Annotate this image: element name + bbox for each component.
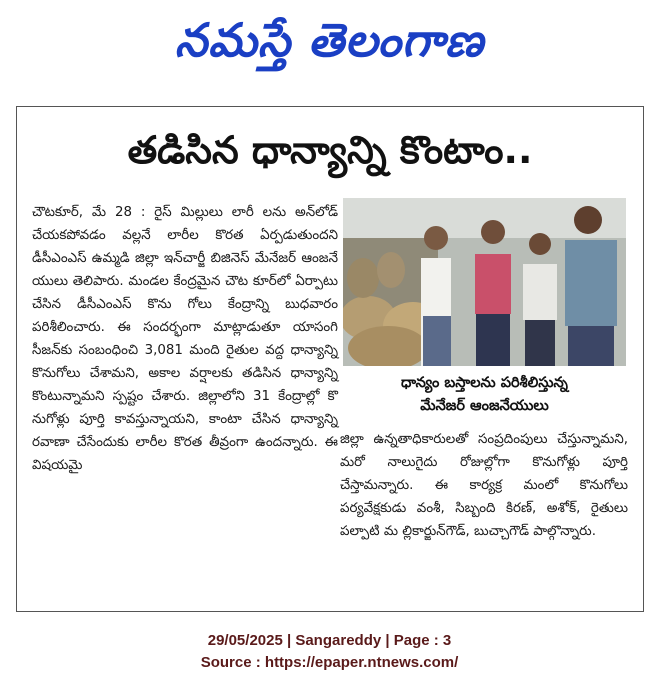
footer: [0, 630, 659, 674]
photo-caption: [343, 372, 626, 418]
article-paragraph: జిల్లా ఉన్నతాధికారులతో సంప్రదింపులు చేస్తున్నామని, మరో నాలుగైదు రోజుల్లోగా కొనుగోళ్లు పూర్తి చేస్తామన్నారు. ఈ కార్యక్ర మంలో కొనుగోలు పర్యవేక్షకుడు వంశీ, సిబ్బంది కిరణ్, అశోక్, రైతులు పల్పాటి మ ల్లికార్జున్‌గౌడ్, బుచ్చాగౌడ్ పాల్గొన్నారు.: [340, 432, 628, 539]
article-headline: తడిసిన ధాన్యాన్ని కొంటాం..: [127, 128, 533, 172]
article-paragraph: చౌటకూర్, మే 28 : రైస్ మిల్లులు లారీ లను అన్‌లోడ్ చేయకపోవడం వల్లనే లారీల కొరత ఏర్పడుతుందని డీసీఎంఎస్ ఉమ్మడి జిల్లా ఇన్‌చార్జీ బిజినెస్ మేనేజర్ ఆంజనే యులు తెలిపారు. మండల కేంద్రమైన చౌట కూర్‌లో ఏర్పాటు చేసిన డీసీఎంఎస్ కొను గోలు కేంద్రాన్ని బుధవారం పరిశీలించారు. ఈ సందర్భంగా మాట్లాడుతూ యాసంగి సీజన్‌కు సంబంధించి 3,081 మంది రైతుల వద్ద ధాన్యాన్ని కొనుగోలు చేశామని, అకాల వర్షాలకు తడిసిన ధాన్యాన్ని కొంటున్నామని స్పష్టం చేశారు. జిల్లాలోని 31 కేంద్రాల్లో కొ నుగోళ్లు పూర్తి కావస్తున్నాయని, కాంటా చేసిన ధాన్యాన్ని రవాణా చేసేందుకు లారీల కొరత తీవ్రంగా ఉందన్నారు. ఈ విషయమై: [32, 205, 338, 473]
newspaper-logo: నమస్తే తెలంగాణ: [174, 13, 485, 67]
photo-caption-line: ధాన్యం బస్తాలను పరిశీలిస్తున్న: [401, 375, 568, 391]
article-body-left: [32, 201, 338, 477]
masthead: [0, 4, 659, 76]
article-body-right: [340, 428, 628, 543]
photo-illustration: [343, 198, 626, 366]
photo-caption-line: మేనేజర్ ఆంజనేయులు: [420, 398, 549, 414]
news-photo: [343, 198, 626, 366]
edition-info: 29/05/2025 | Sangareddy | Page : 3: [207, 632, 452, 649]
source-link: Source : https://epaper.ntnews.com/: [200, 654, 459, 671]
